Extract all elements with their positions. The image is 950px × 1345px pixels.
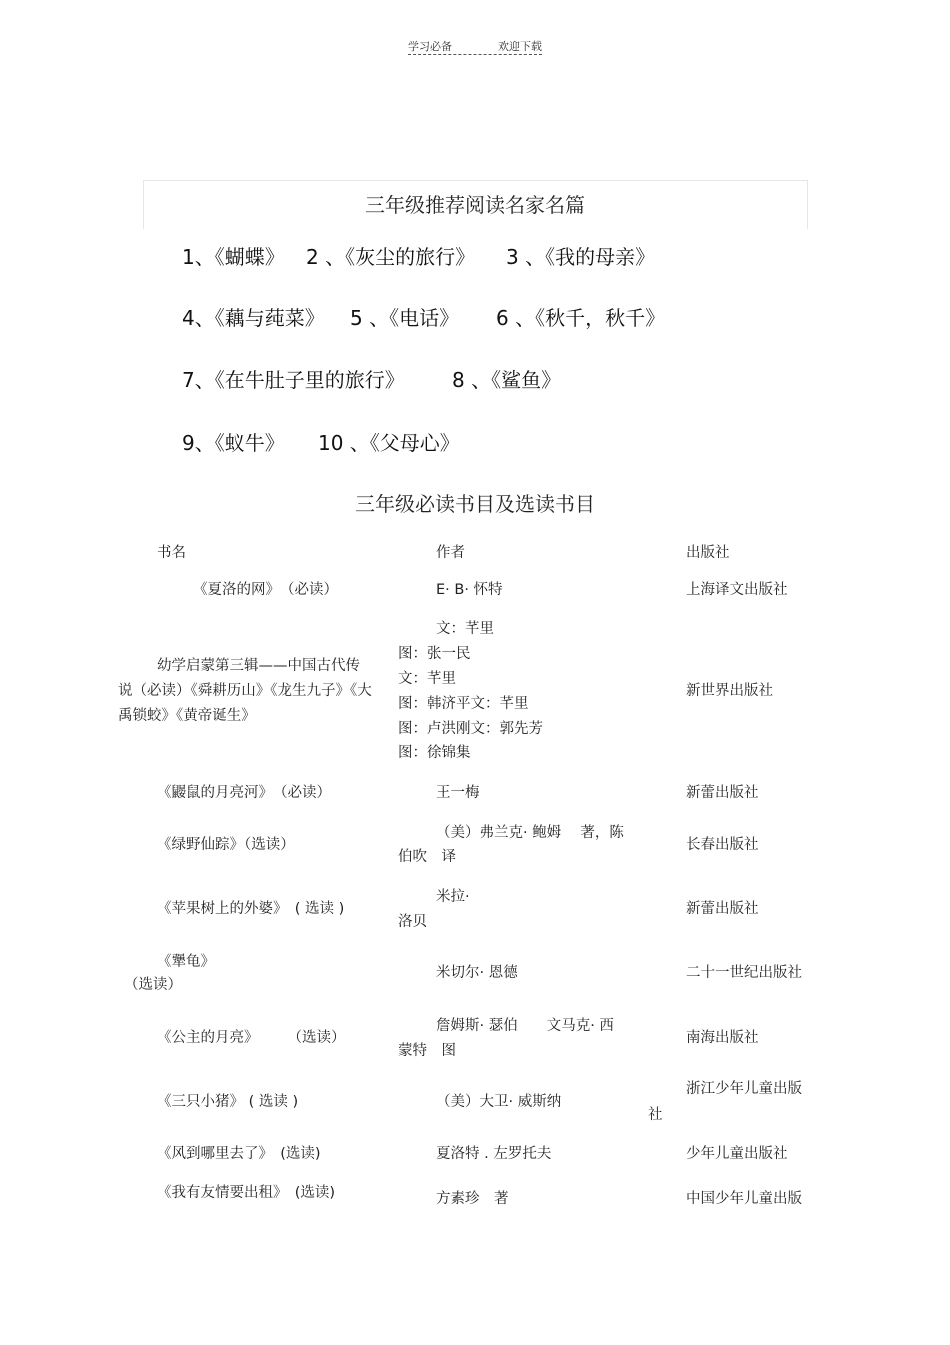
book-author: 图：徐锦集 <box>398 745 471 761</box>
recommended-item: 2 、《灰尘的旅行》 <box>306 245 476 269</box>
book-author: 文：芊里 <box>436 621 494 637</box>
recommended-item: 10 、《父母心》 <box>318 431 460 455</box>
recommended-item: 4、《藕与莼菜》 <box>182 306 325 330</box>
header-divider <box>408 54 542 55</box>
column-header-title: 书名 <box>157 545 186 561</box>
book-title: 《犟龟》 <box>157 954 215 970</box>
recommended-item: 6 、《秋千，秋千》 <box>496 306 666 330</box>
book-publisher: 浙江少年儿童出版 <box>686 1081 802 1097</box>
book-title: 幼学启蒙第三辑——中国古代传 <box>157 658 360 674</box>
book-publisher: 二十一世纪出版社 <box>686 965 802 981</box>
book-author: 蒙特 图 <box>398 1043 456 1059</box>
book-title: 《三只小猪》 ( 选读 ) <box>157 1094 299 1110</box>
book-title: 《公主的月亮》 （选读） <box>157 1030 346 1046</box>
recommended-item: 1、《蝴蝶》 <box>182 245 285 269</box>
book-author: E· B· 怀特 <box>436 582 503 598</box>
book-title: 《我有友情要出租》 (选读) <box>157 1185 336 1201</box>
book-title: （选读） <box>124 977 182 993</box>
recommended-item: 7、《在牛肚子里的旅行》 <box>182 368 405 392</box>
book-title: 《风到哪里去了》 (选读) <box>157 1146 321 1162</box>
book-author: 伯吹 译 <box>398 849 456 865</box>
header-left: 学习必备 <box>408 40 452 53</box>
book-author: 米切尔· 恩德 <box>436 965 518 981</box>
book-publisher: 上海译文出版社 <box>686 582 788 598</box>
book-title: 说（必读）《舜耕历山》《龙生九子》《大 <box>118 683 372 699</box>
book-author: 图：张一民 <box>398 646 471 662</box>
book-author: 洛贝 <box>398 914 427 930</box>
column-header-author: 作者 <box>436 545 465 561</box>
recommended-item: 8 、《鲨鱼》 <box>452 368 562 392</box>
book-publisher: 中国少年儿童出版 <box>686 1191 802 1207</box>
book-author: 米拉· <box>436 889 470 905</box>
book-publisher: 社 <box>648 1107 663 1123</box>
book-publisher: 南海出版社 <box>686 1030 759 1046</box>
booklist-title: 三年级必读书目及选读书目 <box>355 492 595 516</box>
recommended-item: 3 、《我的母亲》 <box>506 245 656 269</box>
book-author: 文：芊里 <box>398 671 456 687</box>
book-author: （美）弗兰克· 鲍姆 著，陈 <box>436 825 624 841</box>
recommended-title: 三年级推荐阅读名家名篇 <box>365 193 585 217</box>
book-author: （美）大卫· 威斯纳 <box>436 1094 562 1110</box>
book-author: 夏洛特 . 左罗托夫 <box>436 1146 552 1162</box>
column-header-publisher: 出版社 <box>686 545 730 561</box>
recommended-item: 5 、《电话》 <box>350 306 460 330</box>
book-title: 禹锁蛟》《黄帝诞生》 <box>118 708 256 724</box>
book-publisher: 新蕾出版社 <box>686 901 759 917</box>
book-publisher: 长春出版社 <box>686 837 759 853</box>
book-title: 《苹果树上的外婆》 ( 选读 ) <box>157 901 345 917</box>
book-publisher: 新蕾出版社 <box>686 785 759 801</box>
book-title: 《鼹鼠的月亮河》 （必读） <box>157 785 331 801</box>
book-author: 王一梅 <box>436 785 480 801</box>
book-publisher: 少年儿童出版社 <box>686 1146 788 1162</box>
book-publisher: 新世界出版社 <box>686 683 773 699</box>
book-author: 图：韩济平文：芊里 <box>398 696 529 712</box>
book-author: 詹姆斯· 瑟伯 文马克· 西 <box>436 1018 614 1034</box>
book-author: 图：卢洪刚文：郭先芳 <box>398 721 543 737</box>
recommended-item: 9、《蚁牛》 <box>182 431 285 455</box>
header-right: 欢迎下载 <box>498 40 542 53</box>
book-title: 《夏洛的网》 （必读） <box>193 582 338 598</box>
book-author: 方素珍 著 <box>436 1191 509 1207</box>
book-title: 《绿野仙踪》（选读） <box>157 837 295 853</box>
